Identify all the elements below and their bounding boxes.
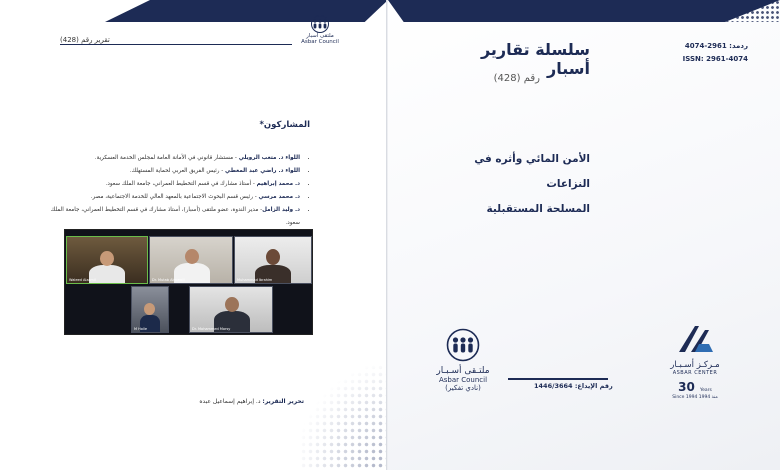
video-tile [66,236,148,284]
center-since-en: Since 1994 [672,395,698,400]
video-caption: Waleed Alzamil [69,278,96,282]
participant-item [42,178,300,191]
header-report-number: تقرير رقم (428) [60,36,110,44]
participants-title: المشاركون* [259,120,310,130]
series-title: سلسلة تقارير أسبار [480,40,590,78]
participant-item [42,204,300,230]
center-logo-ar: مـركـز أسـبـار [670,360,720,370]
participant-desc: - مدير الندوة، عضو ملتقى (أسبار)، أستاذ مشارك في قسم التخطيط العمراني، جامعة الملك سعود. [50,207,300,226]
video-caption: Dr. Mohammed Morsy [192,327,231,331]
video-caption: Muhammad Ibrahim [237,278,273,282]
council-logo-small-ar: ملتقى أسبار [306,33,334,39]
report-title-line-1: الأمن المائي وأثره في النزاعات [474,153,590,190]
participant-item [42,152,300,165]
participant-name: اللواء د. راضي عبد المعطي [225,168,300,174]
report-title [430,147,590,222]
issn-en: ISSN: 2961-4074 [682,55,748,63]
report-editor [199,398,304,405]
center-since-ar: منذ 1994 [698,395,718,400]
council-logo-en: Asbar Council [438,376,488,384]
participant-name: د. محمد مرسي [258,194,300,200]
center-since [658,395,732,400]
center-years: Years [699,388,712,393]
asbar-center-logo [658,322,732,400]
video-tile [234,236,312,284]
asbar-council-logo [418,328,508,392]
council-logo-ar: ملتـقى أسـبـار [436,366,490,376]
people-circle-icon [309,15,331,33]
participant-item [42,191,300,204]
series-number: رقم (428) [493,73,540,84]
issn-block [668,40,748,66]
decorative-dots-top [720,0,780,22]
video-caption: M Holle [134,327,148,331]
participant-desc: - رئيس الفريق العربي لحماية المستهلك. [129,168,226,174]
editor-label: تحرير التقرير: [262,398,304,405]
participant-desc: - أستاذ مشارك في قسم التخطيط العمراني، جامعة الملك سعود. [105,181,257,187]
editor-name: د. إبراهيم إسماعيل عبده [199,398,263,405]
council-logo-sub: (نادي تفكير) [445,384,481,392]
center-thirty: 30 [678,380,695,394]
right-page [388,0,780,470]
asbar-center-mark-icon [675,322,715,356]
participant-name: د. محمد إبراهيم [256,181,300,187]
video-tile [131,286,169,333]
participant-item [42,165,300,178]
video-conference-photo [64,229,313,335]
issn-ar: ردمد: 2961-4074 [684,42,748,50]
participant-name: د. وليد الزامل [262,207,300,213]
participant-desc: - مستشار قانوني في الأمانة العامة لمجلس الخدمة العسكرية. [94,155,239,161]
center-logo-en: ASBAR CENTER [672,370,718,376]
participant-desc: - رئيس قسم البحوث الاجتماعية بالمعهد العالي للخدمة الاجتماعية، مصر. [90,194,259,200]
deposit-rule [508,378,608,380]
deposit-number: رقم الإيداع: 1446/3664 [534,382,613,390]
people-circle-icon [446,328,480,362]
report-title-line-2: المسلحة المستقبلية [486,203,590,215]
video-caption: Dr. Mutab Alrowaili [152,278,185,282]
participants-list [42,152,310,230]
council-logo-small-en: Asbar Council [301,39,339,45]
video-tile [189,286,273,333]
participant-name: اللواء د. متعب الرويلي [238,155,300,161]
council-logo-small [300,15,340,45]
video-tile [149,236,233,284]
center-anniversary [658,376,732,395]
header-rule [60,44,292,45]
